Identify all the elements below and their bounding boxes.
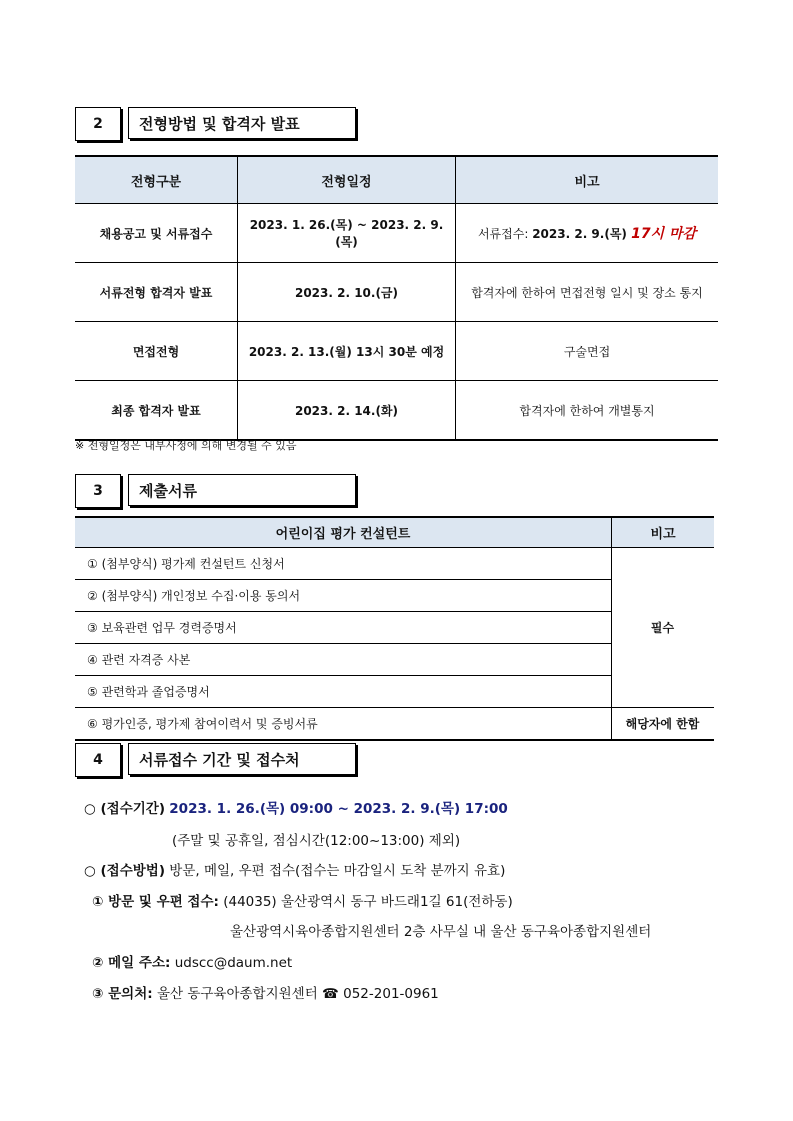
section-title: 서류접수 기간 및 접수처 <box>128 743 356 775</box>
table-row <box>75 708 714 741</box>
deadline-text: 17시 마감 <box>631 226 697 242</box>
stage-cell: 채용공고 및 서류접수 <box>75 204 238 263</box>
section-title: 제출서류 <box>128 474 356 506</box>
note-cell: 합격자에 한하여 면접전형 일시 및 장소 통지 <box>456 263 719 322</box>
table-row <box>75 322 718 381</box>
document-item: ② (첨부양식) 개인정보 수집·이용 동의서 <box>75 580 612 612</box>
document-item: ① (첨부양식) 평가제 컨설턴트 신청서 <box>75 548 612 580</box>
period-line: ○ (접수기간) 2023. 1. 26.(목) 09:00 ~ 2023. 2. 9.(목) 17:00 <box>84 801 508 817</box>
footnote: ※ 전형일정은 내부사정에 의해 변경될 수 있음 <box>75 439 297 452</box>
period-note: (주말 및 공휴일, 점심시간(12:00~13:00) 제외) <box>172 833 461 849</box>
date-cell: 2023. 2. 14.(화) <box>238 381 456 441</box>
conditional-cell: 해당자에 한함 <box>612 708 715 741</box>
date-cell: 2023. 2. 13.(월) 13시 30분 예정 <box>238 322 456 381</box>
table-row <box>75 548 714 580</box>
col-header: 어린이집 평가 컨설턴트 <box>75 517 612 548</box>
date-cell: 2023. 2. 10.(금) <box>238 263 456 322</box>
col-header: 전형일정 <box>238 156 456 204</box>
document-item: ④ 관련 자격증 사본 <box>75 644 612 676</box>
visit-address-2: 울산광역시육아종합지원센터 2층 사무실 내 울산 동구육아종합지원센터 <box>230 924 652 940</box>
documents-table <box>75 516 714 741</box>
section-number: 3 <box>75 474 121 508</box>
col-header: 전형구분 <box>75 156 238 204</box>
method-line: ○ (접수방법) 방문, 메일, 우편 접수(접수는 마감일시 도착 분까지 유효) <box>84 863 506 879</box>
required-cell: 필수 <box>612 548 715 708</box>
date-cell: 2023. 1. 26.(목) ~ 2023. 2. 9.(목) <box>238 204 456 263</box>
contact-line: ③ 문의처: 울산 동구육아종합지원센터 ☎ 052-201-0961 <box>92 986 439 1002</box>
section-number: 2 <box>75 107 121 141</box>
col-header: 비고 <box>612 517 715 548</box>
section-title: 전형방법 및 합격자 발표 <box>128 107 356 139</box>
period-value: 2023. 1. 26.(목) 09:00 ~ 2023. 2. 9.(목) 17:00 <box>169 801 508 817</box>
document-item: ⑤ 관련학과 졸업증명서 <box>75 676 612 708</box>
selection-schedule-table <box>75 155 718 441</box>
col-header: 비고 <box>456 156 719 204</box>
note-cell: 서류접수: 2023. 2. 9.(목) 17시 마감 <box>456 204 719 263</box>
document-item: ⑥ 평가인증, 평가제 참여이력서 및 증빙서류 <box>75 708 612 741</box>
stage-cell: 면접전형 <box>75 322 238 381</box>
visit-line: ① 방문 및 우편 접수: (44035) 울산광역시 동구 바드래1길 61(전하동) <box>92 894 513 910</box>
document-item: ③ 보육관련 업무 경력증명서 <box>75 612 612 644</box>
mail-address: udscc@daum.net <box>170 955 293 971</box>
note-cell: 합격자에 한하여 개별통지 <box>456 381 719 441</box>
table-row <box>75 381 718 441</box>
table-row <box>75 204 718 263</box>
mail-line: ② 메일 주소: udscc@daum.net <box>92 955 293 971</box>
section-number: 4 <box>75 743 121 777</box>
table-row <box>75 263 718 322</box>
note-cell: 구술면접 <box>456 322 719 381</box>
stage-cell: 최종 합격자 발표 <box>75 381 238 441</box>
stage-cell: 서류전형 합격자 발표 <box>75 263 238 322</box>
